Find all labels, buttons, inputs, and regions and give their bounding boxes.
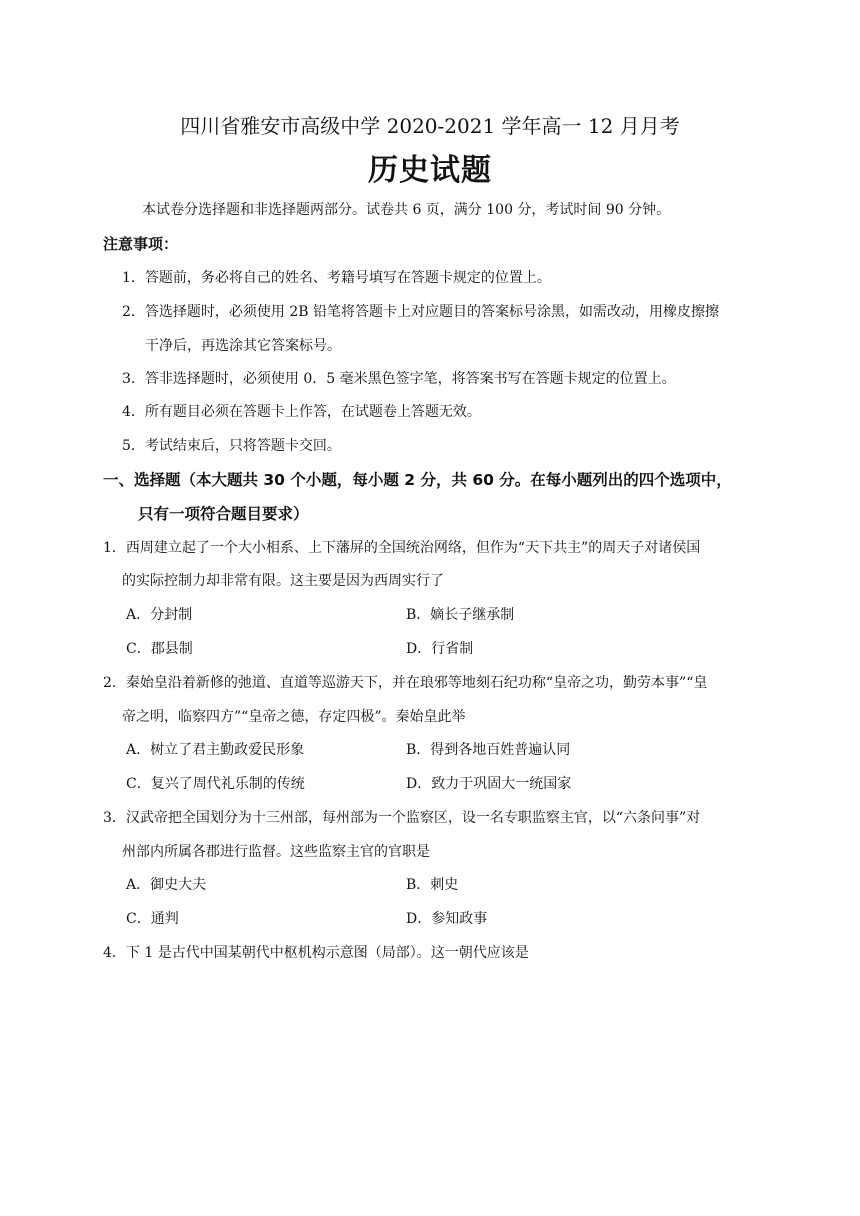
question-2-text-cont: 帝之明，临察四方”“皇帝之德，存定四极”。秦始皇此举 — [122, 709, 466, 725]
exam-intro: 本试卷分选择题和非选择题两部分。试卷共 6 页，满分 100 分，考试时间 90 分钟。 — [142, 202, 671, 218]
notice-item-2: 2．答选择题时，必须使用 2B 铅笔将答题卡上对应题目的答案标号涂黑，如需改动，用橡皮擦擦 — [122, 304, 720, 320]
question-2-option-d: D．致力于巩固大一统国家 — [406, 776, 572, 792]
notice-item-5: 5．考试结束后，只将答题卡交回。 — [122, 438, 341, 454]
exam-subject-title: 历史试题 — [368, 153, 492, 188]
question-2-option-a: A．树立了君主勤政爱民形象 — [126, 742, 305, 758]
notice-item-1: 1．答题前，务必将自己的姓名、考籍号填写在答题卡规定的位置上。 — [122, 270, 551, 286]
notice-item-3: 3．答非选择题时，必须使用 0．5 毫米黑色签字笔，将答案书写在答题卡规定的位置上。 — [122, 371, 676, 387]
question-3-text-cont: 州部内所属各郡进行监督。这些监察主官的官职是 — [122, 844, 430, 860]
section-heading: 一、选择题（本大题共 30 个小题，每小题 2 分，共 60 分。在每小题列出的四个选项中， — [103, 471, 732, 489]
question-3-option-d: D．参知政事 — [406, 911, 488, 927]
question-1-text: 1．西周建立起了一个大小相系、上下藩屏的全国统治网络，但作为“天下共主”的周天子对诸侯国 — [103, 540, 701, 556]
question-2-text: 2．秦始皇沿着新修的弛道、直道等巡游天下，并在琅邪等地刻石纪功称“皇帝之功，勤劳本事”“皇 — [103, 675, 708, 691]
notice-item-4: 4．所有题目必须在答题卡上作答，在试题卷上答题无效。 — [122, 404, 481, 420]
section-heading-cont: 只有一项符合题目要求） — [138, 505, 309, 523]
question-2-option-c: C．复兴了周代礼乐制的传统 — [126, 776, 305, 792]
question-4-text: 4．下 1 是古代中国某朝代中枢机构示意图（局部）。这一朝代应该是 — [103, 945, 529, 961]
question-3-option-b: B．刺史 — [406, 877, 459, 893]
question-1-option-c: C．郡县制 — [126, 641, 193, 657]
question-1-option-a: A．分封制 — [126, 607, 193, 623]
exam-title: 四川省雅安市高级中学 2020-2021 学年高一 12 月月考 — [180, 114, 680, 138]
question-1-option-b: B．嫡长子继承制 — [406, 607, 515, 623]
question-3-option-c: C．通判 — [126, 911, 179, 927]
question-3-text: 3．汉武帝把全国划分为十三州部，每州部为一个监察区，设一名专职监察主官，以“六条问事”对 — [103, 810, 701, 826]
question-3-option-a: A．御史大夫 — [126, 877, 207, 893]
question-1-text-cont: 的实际控制力却非常有限。这主要是因为西周实行了 — [122, 573, 444, 589]
question-1-option-d: D．行省制 — [406, 641, 474, 657]
question-2-option-b: B．得到各地百姓普遍认同 — [406, 742, 571, 758]
notice-heading: 注意事项： — [103, 235, 179, 253]
notice-item-2-cont: 干净后，再选涂其它答案标号。 — [145, 338, 341, 354]
